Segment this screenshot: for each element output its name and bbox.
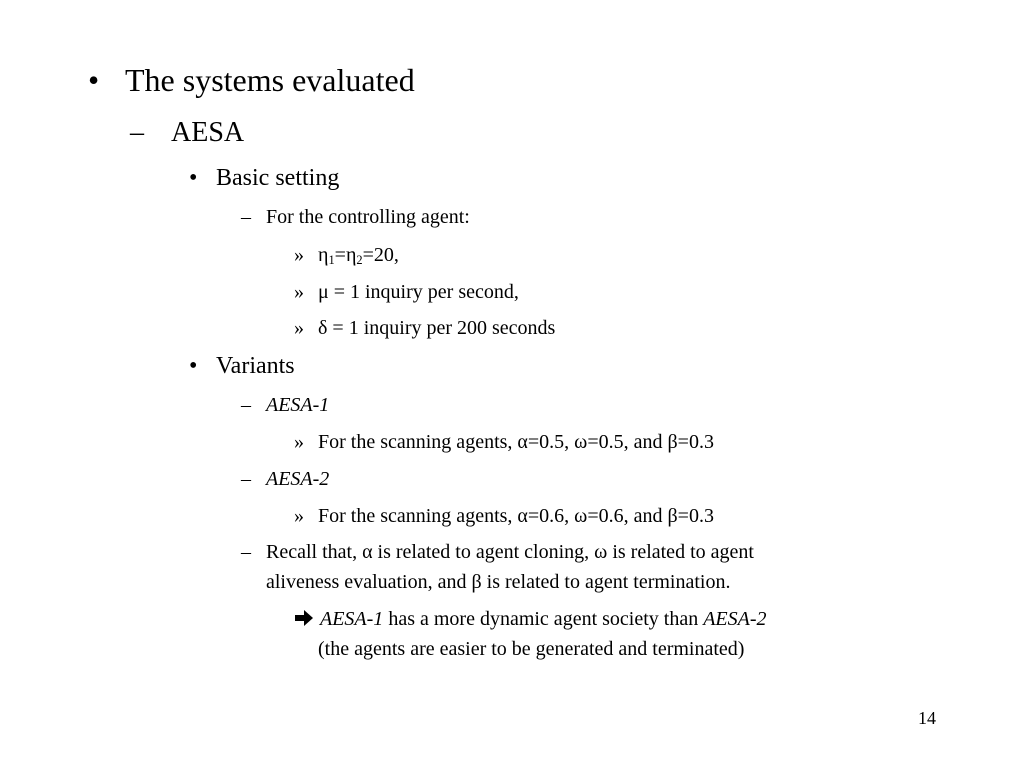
aesa1-detail: For the scanning agents, α=0.5, ω=0.5, and β=0.3 [318, 431, 714, 453]
system-text: AESA [171, 117, 245, 148]
bullet-basic-setting: • [189, 165, 198, 191]
conclusion-aesa2: AESA-2 [703, 608, 767, 630]
page-number: 14 [918, 708, 936, 728]
eta-sub-2: 2 [356, 253, 363, 268]
recall-line-2: aliveness evaluation, and β is related to agent termination. [266, 571, 731, 593]
dash-system: – [130, 117, 144, 148]
aesa2-label: AESA-2 [266, 468, 330, 490]
aesa2-detail: For the scanning agents, α=0.6, ω=0.6, and β=0.3 [318, 505, 714, 527]
basic-setting-text: Basic setting [216, 165, 340, 191]
dash-controlling: – [241, 206, 251, 228]
param-delta: δ = 1 inquiry per 200 seconds [318, 317, 556, 339]
param-mu: μ = 1 inquiry per second, [318, 281, 519, 303]
bullet-heading: • [88, 62, 100, 98]
eta-symbol-1: η [318, 244, 329, 266]
conclusion-line-2: (the agents are easier to be generated and terminated) [318, 638, 745, 660]
variants-text: Variants [216, 353, 295, 379]
dash-aesa1: – [241, 394, 251, 416]
heading-text: The systems evaluated [125, 62, 415, 98]
aesa1-label: AESA-1 [266, 394, 330, 416]
dash-aesa2: – [241, 468, 251, 490]
param-eta [318, 244, 399, 267]
recall-line-1: Recall that, α is related to agent cloning, ω is related to agent [266, 541, 754, 563]
conclusion-line-1 [294, 608, 767, 631]
conclusion-mid: has a more dynamic agent society than [383, 608, 704, 630]
controlling-agent-text: For the controlling agent: [266, 206, 470, 228]
chevron-param-eta: » [294, 244, 304, 266]
chevron-param-mu: » [294, 281, 304, 303]
eta-value: =20, [362, 244, 399, 266]
dash-recall: – [241, 541, 251, 563]
conclusion-aesa1: AESA-1 [320, 608, 384, 630]
eta-symbol-2: η [345, 244, 357, 266]
right-arrow-icon [294, 609, 314, 627]
chevron-aesa1-detail: » [294, 431, 304, 453]
eta-equals: = [334, 244, 346, 266]
chevron-param-delta: » [294, 317, 304, 339]
eta-sub-1: 1 [328, 253, 335, 268]
chevron-aesa2-detail: » [294, 505, 304, 527]
bullet-variants: • [189, 353, 198, 379]
